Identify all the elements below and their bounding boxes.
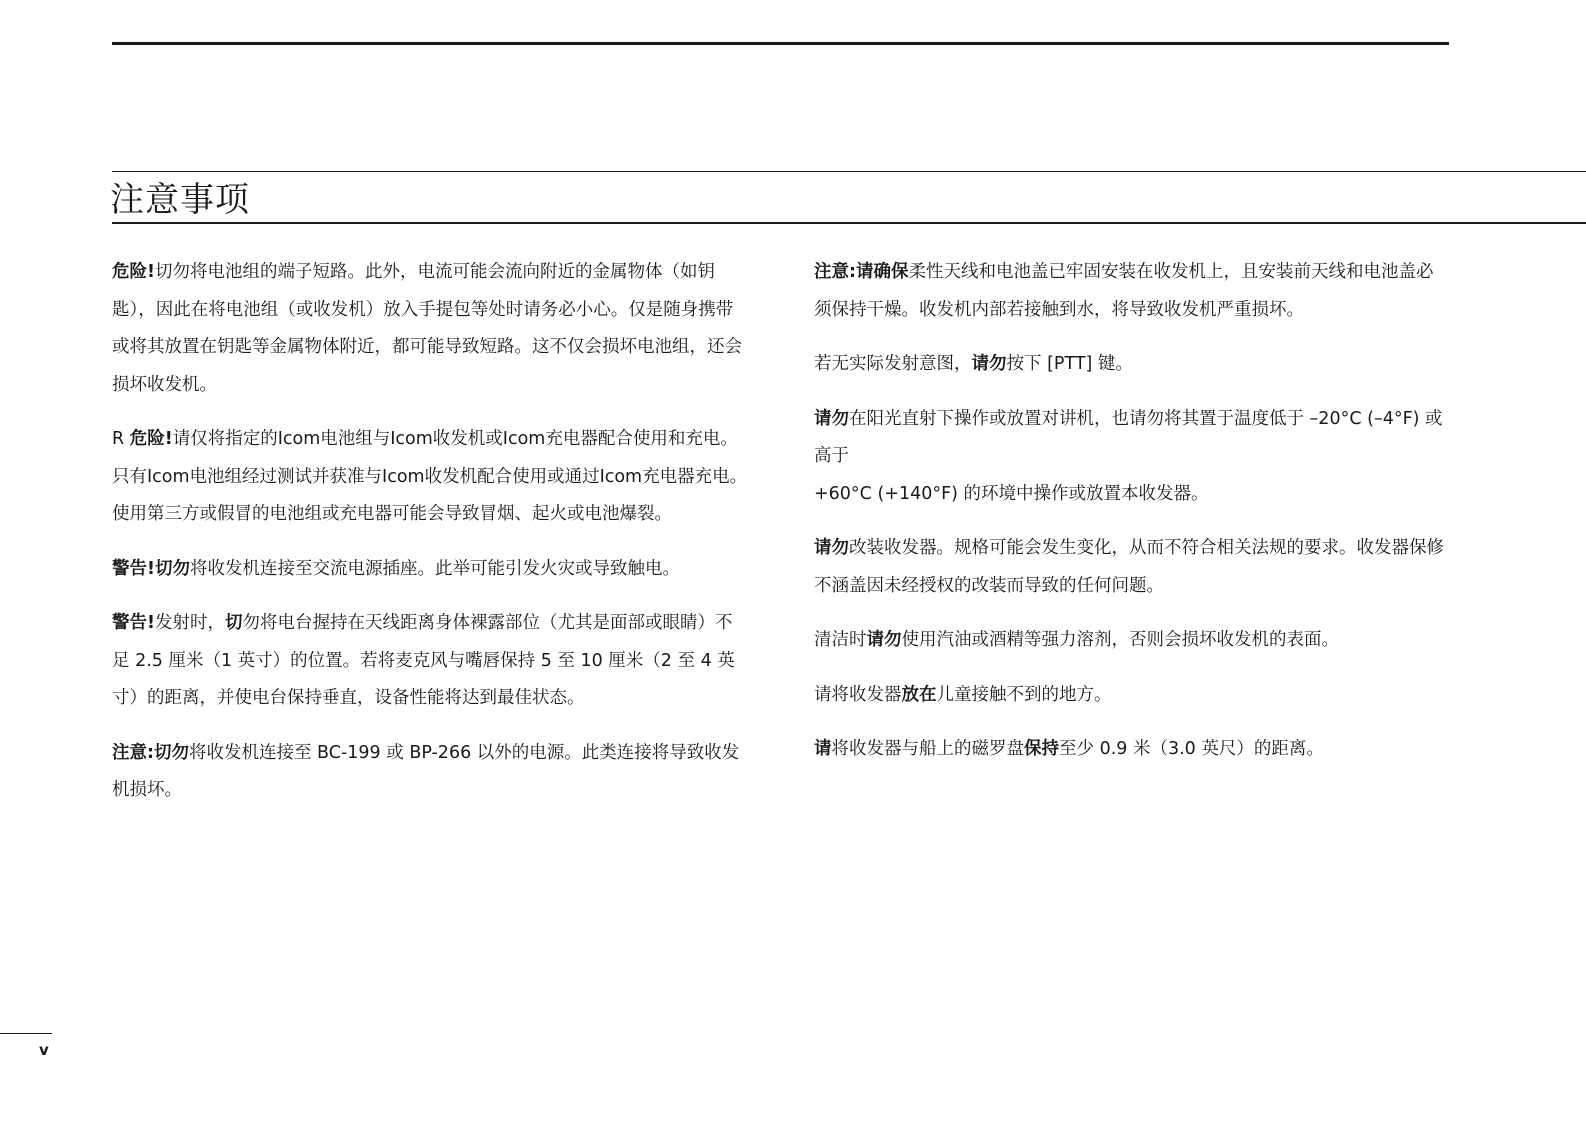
notice-emphasis: 放在 (901, 684, 937, 705)
notice-text: +60°C (+140°F) 的环境中操作或放置本收发器。 (814, 483, 1209, 504)
title-rule-bottom (112, 222, 1586, 224)
notice-text: R (112, 429, 130, 449)
notice-emphasis: 请勿 (971, 354, 1007, 374)
header-rule (112, 42, 1449, 45)
notice-emphasis: 切 (224, 613, 243, 633)
notice-temperature-note (814, 401, 1450, 514)
notice-caution-power-source (112, 735, 748, 810)
title-rule-top (112, 171, 1586, 172)
notice-text: 按下 [PTT] 键。 (1006, 354, 1133, 374)
page-number: v (39, 1041, 49, 1059)
notice-text: 请仅将指定的Icom电池组与Icom收发机或Icom充电器配合使用和充电。只有Icom电池组经过测试并获准与Icom收发机配合使用或通过Icom充电器充电。使用第三方或假冒的电池组或充电器可能会导致冒烟、起火或电池爆裂。 (112, 429, 748, 524)
left-column (112, 254, 748, 827)
notice-emphasis: 注意: (112, 742, 154, 763)
notice-caution-antenna-cover (814, 254, 1450, 329)
notice-emphasis: 警告! (112, 613, 155, 633)
notice-emphasis: 请勿 (814, 408, 849, 429)
notice-text: 发射时， (154, 613, 225, 633)
notice-compass-note (814, 731, 1450, 769)
notice-emphasis: 切勿 (154, 742, 189, 763)
notice-danger-short-circuit (112, 254, 748, 404)
notice-emphasis: 请确保 (856, 262, 909, 282)
notice-ptt-note (814, 346, 1450, 384)
notice-children-note (814, 677, 1450, 715)
notice-text: 至少 0.9 米（3.0 英尺）的距离。 (1059, 739, 1324, 759)
notice-emphasis: 请勿 (814, 538, 849, 558)
notice-emphasis: 危险! (129, 429, 173, 449)
section-title: 注意事项 (110, 180, 250, 220)
notice-emphasis: 危险! (112, 262, 155, 282)
notice-text: 将收发器与船上的磁罗盘 (831, 739, 1024, 759)
notice-text: 若无实际发射意图， (814, 354, 972, 374)
notice-text: 请将收发器 (814, 684, 902, 705)
notice-emphasis: 请 (814, 739, 832, 759)
notice-danger-icom-battery (112, 421, 748, 534)
notice-warning-antenna-distance (112, 605, 748, 718)
notice-emphasis: 注意: (814, 262, 856, 282)
notice-cleaning-note (814, 622, 1450, 660)
notice-modification-note (814, 530, 1450, 605)
notice-text: 清洁时 (814, 630, 867, 650)
notice-text: 使用汽油或酒精等强力溶剂，否则会损坏收发机的表面。 (901, 630, 1339, 650)
notice-text: 在阳光直射下操作或放置对讲机，也请勿将其置于温度低于 –20°C (–4°F) 或高于 (814, 408, 1443, 466)
notice-warning-ac-outlet (112, 551, 748, 589)
notice-text: 儿童接触不到的地方。 (936, 684, 1112, 705)
notice-emphasis: 切勿 (154, 558, 190, 579)
notice-text: 勿将电台握持在天线距离身体裸露部位（尤其是面部或眼睛）不足 2.5 厘米（1 英寸）的位置。若将麦克风与嘴唇保持 5 至 10 厘米（2 至 4 英寸）的距离，并使电台保持垂直，设备性能将达到最佳状态。 (112, 613, 735, 708)
notice-text: 将收发机连接至 BC-199 或 BP-266 以外的电源。此类连接将导致收发机损坏。 (112, 742, 740, 800)
footer-rule (0, 1033, 52, 1034)
notice-emphasis: 请勿 (866, 630, 902, 650)
notice-emphasis: 保持 (1024, 739, 1059, 759)
notice-text: 改装收发器。规格可能会发生变化，从而不符合相关法规的要求。收发器保修不涵盖因未经授权的改装而导致的任何问题。 (814, 538, 1444, 596)
notice-emphasis: 警告! (112, 558, 155, 579)
notice-text: 将收发机连接至交流电源插座。此举可能引发火灾或导致触电。 (189, 558, 680, 579)
notice-text: 柔性天线和电池盖已牢固安装在收发机上，且安装前天线和电池盖必须保持干燥。收发机内部若接触到水，将导致收发机严重损坏。 (814, 262, 1434, 320)
right-column (814, 254, 1450, 786)
notice-text: 切勿将电池组的端子短路。此外，电流可能会流向附近的金属物体（如钥匙），因此在将电池组（或收发机）放入手提包等处时请务必小心。仅是随身携带或将其放置在钥匙等金属物体附近，都可能导致短路。这不仅会损坏电池组，还会损坏收发机。 (112, 262, 742, 395)
